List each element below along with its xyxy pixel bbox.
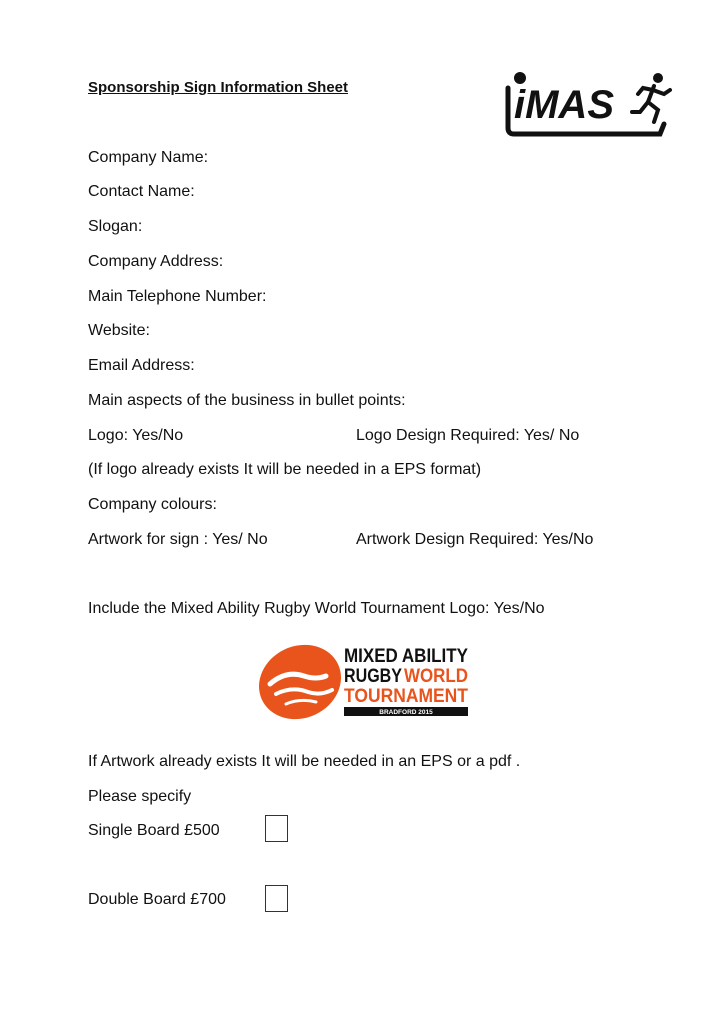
tournament-logo-line1: MIXED ABILITY — [344, 646, 469, 667]
contact-name-label: Contact Name: — [88, 183, 195, 200]
logo-label: Logo: Yes/No — [88, 427, 184, 444]
page-title: Sponsorship Sign Information Sheet — [88, 79, 349, 96]
tournament-logo-line2b: WORLD — [404, 666, 468, 687]
logo-design-label: Logo Design Required: Yes/ No — [356, 427, 580, 444]
rugby-ball-icon — [256, 640, 353, 724]
imas-logo-text: iMAS — [514, 83, 614, 127]
single-board-label: Single Board £500 — [88, 822, 220, 839]
company-colours-label: Company colours: — [88, 496, 217, 513]
imas-logo — [498, 66, 682, 138]
running-figure-icon — [632, 73, 670, 122]
tournament-logo-line2a: RUGBY — [344, 666, 403, 687]
main-aspects-label: Main aspects of the business in bullet points: — [88, 392, 406, 409]
main-telephone-label: Main Telephone Number: — [88, 288, 267, 305]
include-logo-label: Include the Mixed Ability Rugby World Tournament Logo: Yes/No — [88, 600, 545, 617]
please-specify-label: Please specify — [88, 788, 192, 805]
tournament-logo-line4: BRADFORD 2015 — [379, 709, 433, 716]
slogan-label: Slogan: — [88, 218, 143, 235]
email-label: Email Address: — [88, 357, 195, 374]
tournament-logo-line3: TOURNAMENT — [344, 686, 469, 707]
artwork-design-label: Artwork Design Required: Yes/No — [356, 531, 594, 548]
double-board-label: Double Board £700 — [88, 891, 226, 908]
tournament-logo — [256, 640, 472, 724]
artwork-note: If Artwork already exists It will be needed in an EPS or a pdf . — [88, 753, 521, 770]
single-board-checkbox[interactable] — [265, 815, 288, 842]
logo-note: (If logo already exists It will be needed in a EPS format) — [88, 461, 482, 478]
company-address-label: Company Address: — [88, 253, 224, 270]
artwork-for-sign-label: Artwork for sign : Yes/ No — [88, 531, 268, 548]
double-board-checkbox[interactable] — [265, 885, 288, 912]
company-name-label: Company Name: — [88, 149, 209, 166]
website-label: Website: — [88, 322, 150, 339]
